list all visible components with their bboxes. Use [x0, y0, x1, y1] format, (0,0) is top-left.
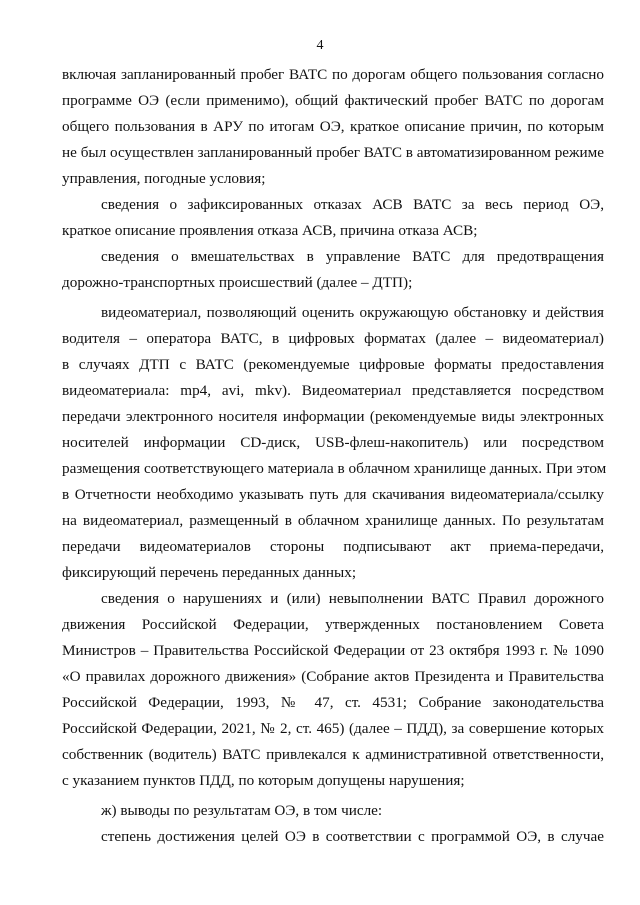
- text-line: передачи электронного носителя информации (рекомендуемые виды электронных: [62, 408, 604, 425]
- text-line: дорожно-транспортных происшествий (далее – ДТП);: [62, 274, 413, 291]
- text-line: сведения о зафиксированных отказах АСВ ВАТС за весь период ОЭ,: [101, 196, 604, 213]
- text-line: включая запланированный пробег ВАТС по дорогам общего пользования согласно: [62, 66, 604, 83]
- text-line: носителей информации CD-диск, USB-флеш-накопитель) или посредством: [62, 434, 604, 451]
- text-line: в случаях ДТП с ВАТС (рекомендуемые цифровые форматы предоставления: [62, 356, 604, 373]
- text-line: с указанием пунктов ПДД, по которым допущены нарушения;: [62, 772, 465, 789]
- text-line: видеоматериала: mp4, avi, mkv). Видеоматериал представляется посредством: [62, 382, 604, 399]
- text-line: степень достижения целей ОЭ в соответствии с программой ОЭ, в случае: [101, 828, 604, 845]
- text-line: Российской Федерации, 2021, № 2, ст. 465) (далее – ПДД), за совершение которых: [62, 720, 604, 737]
- page-number: 4: [316, 38, 324, 53]
- text-line: передачи видеоматериалов стороны подписывают акт приема-передачи,: [62, 538, 604, 555]
- text-line: краткое описание проявления отказа АСВ, причина отказа АСВ;: [62, 222, 478, 239]
- text-line: фиксирующий перечень переданных данных;: [62, 564, 357, 581]
- text-line: общего пользования в АРУ по итогам ОЭ, краткое описание причин, по которым: [62, 118, 604, 135]
- text-line: видеоматериал, позволяющий оценить окружающую обстановку и действия: [101, 304, 604, 321]
- text-line: в Отчетности необходимо указывать путь для скачивания видеоматериала/ссылку: [62, 486, 604, 503]
- text-line: управления, погодные условия;: [62, 170, 266, 187]
- text-line: не был осуществлен запланированный пробег ВАТС в автоматизированном режиме: [62, 144, 604, 161]
- text-line: Министров – Правительства Российской Федерации от 23 октября 1993 г. № 1090: [62, 642, 604, 659]
- text-line: сведения о вмешательствах в управление ВАТС для предотвращения: [101, 248, 604, 265]
- text-line: движения Российской Федерации, утвержденных постановлением Совета: [62, 616, 604, 633]
- text-line: программе ОЭ (если применимо), общий фактический пробег ВАТС по дорогам: [62, 92, 604, 109]
- text-line: ж) выводы по результатам ОЭ, в том числе:: [101, 802, 383, 819]
- text-line: собственник (водитель) ВАТС привлекался к административной ответственности,: [62, 746, 604, 763]
- text-line: на видеоматериал, размещенный в облачном хранилище данных. По результатам: [62, 512, 604, 529]
- text-line: размещения соответствующего материала в облачном хранилище данных. При этом: [62, 460, 607, 477]
- text-line: сведения о нарушениях и (или) невыполнении ВАТС Правил дорожного: [101, 590, 604, 607]
- text-line: «О правилах дорожного движения» (Собрание актов Президента и Правительства: [62, 668, 604, 685]
- text-line: Российской Федерации, 1993, № 47, ст. 4531; Собрание законодательства: [62, 694, 604, 711]
- text-line: водителя – оператора ВАТС, в цифровых форматах (далее – видеоматериал): [62, 330, 604, 347]
